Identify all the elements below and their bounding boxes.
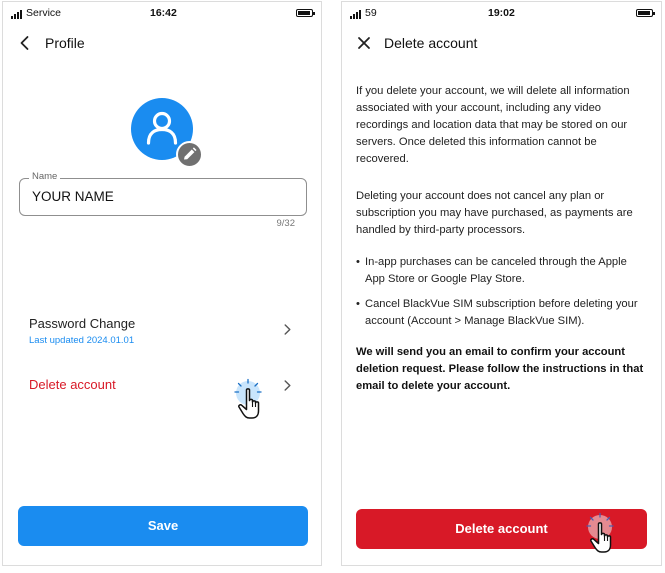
battery-icon: [296, 9, 313, 17]
email-confirmation-text: We will send you an email to confirm your account deletion request. Please follow the instructions in that email to delete your account.: [356, 346, 644, 392]
delete-account-row[interactable]: [3, 369, 321, 403]
chevron-right-icon: [284, 380, 291, 391]
close-icon[interactable]: [356, 35, 372, 51]
page-title: Delete account: [384, 35, 478, 51]
tap-hand-icon: [580, 510, 620, 554]
status-bar: [342, 7, 661, 21]
signal-carrier: [350, 7, 377, 19]
profile-screen: [2, 1, 322, 566]
top-app-bar: [3, 31, 321, 55]
bullet-text-in-app: In-app purchases can be canceled through the Apple App Store or Google Play Store.: [365, 256, 627, 285]
delete-account-button[interactable]: Delete account: [356, 509, 647, 549]
bullet-item: • In-app purchases can be canceled through the Apple App Store or Google Play Store.: [356, 256, 627, 285]
delete-account-screen: [341, 1, 662, 566]
delete-account-label: Delete account: [29, 377, 116, 392]
signal-icon: [11, 10, 22, 19]
bullet-item: • Cancel BlackVue SIM subscription before deleting your account (Account > Manage BlackVue SIM).: [356, 298, 638, 327]
deletion-warning-text: If you delete your account, we will delete all information associated with your account, including any video recordings and location data that may be stored on our servers. Once deleted this information cannot be recovered.: [356, 85, 630, 165]
status-time: 16:42: [150, 7, 177, 19]
save-button[interactable]: Save: [18, 506, 308, 546]
pencil-icon: [178, 143, 201, 166]
carrier-name: Service: [26, 7, 62, 19]
page-title: Profile: [45, 35, 85, 51]
name-field-label: Name: [29, 171, 60, 182]
status-bar: [3, 7, 321, 21]
top-app-bar: [342, 31, 661, 55]
password-last-updated: Last updated 2024.01.01: [29, 335, 135, 346]
name-char-count: 9/32: [276, 218, 295, 229]
password-change-row[interactable]: [3, 307, 321, 351]
name-input-value: YOUR NAME: [32, 189, 114, 204]
bullet-text-sim: Cancel BlackVue SIM subscription before deleting your account (Account > Manage BlackVue SIM).: [365, 298, 638, 327]
status-time: 19:02: [488, 7, 515, 19]
name-input[interactable]: [19, 178, 307, 216]
signal-value: 59: [365, 7, 377, 19]
password-change-label: Password Change: [29, 316, 136, 331]
edit-avatar-button[interactable]: [176, 141, 203, 168]
chevron-right-icon: [284, 324, 291, 335]
subscription-notice-text: Deleting your account does not cancel any plan or subscription you may have purchased, as payments are handled by third-party processors.: [356, 190, 633, 236]
signal-icon: [350, 10, 361, 19]
tap-hand-icon: [228, 376, 268, 420]
battery-icon: [636, 9, 653, 17]
signal-carrier: [11, 7, 61, 19]
chevron-left-icon[interactable]: [17, 35, 33, 51]
